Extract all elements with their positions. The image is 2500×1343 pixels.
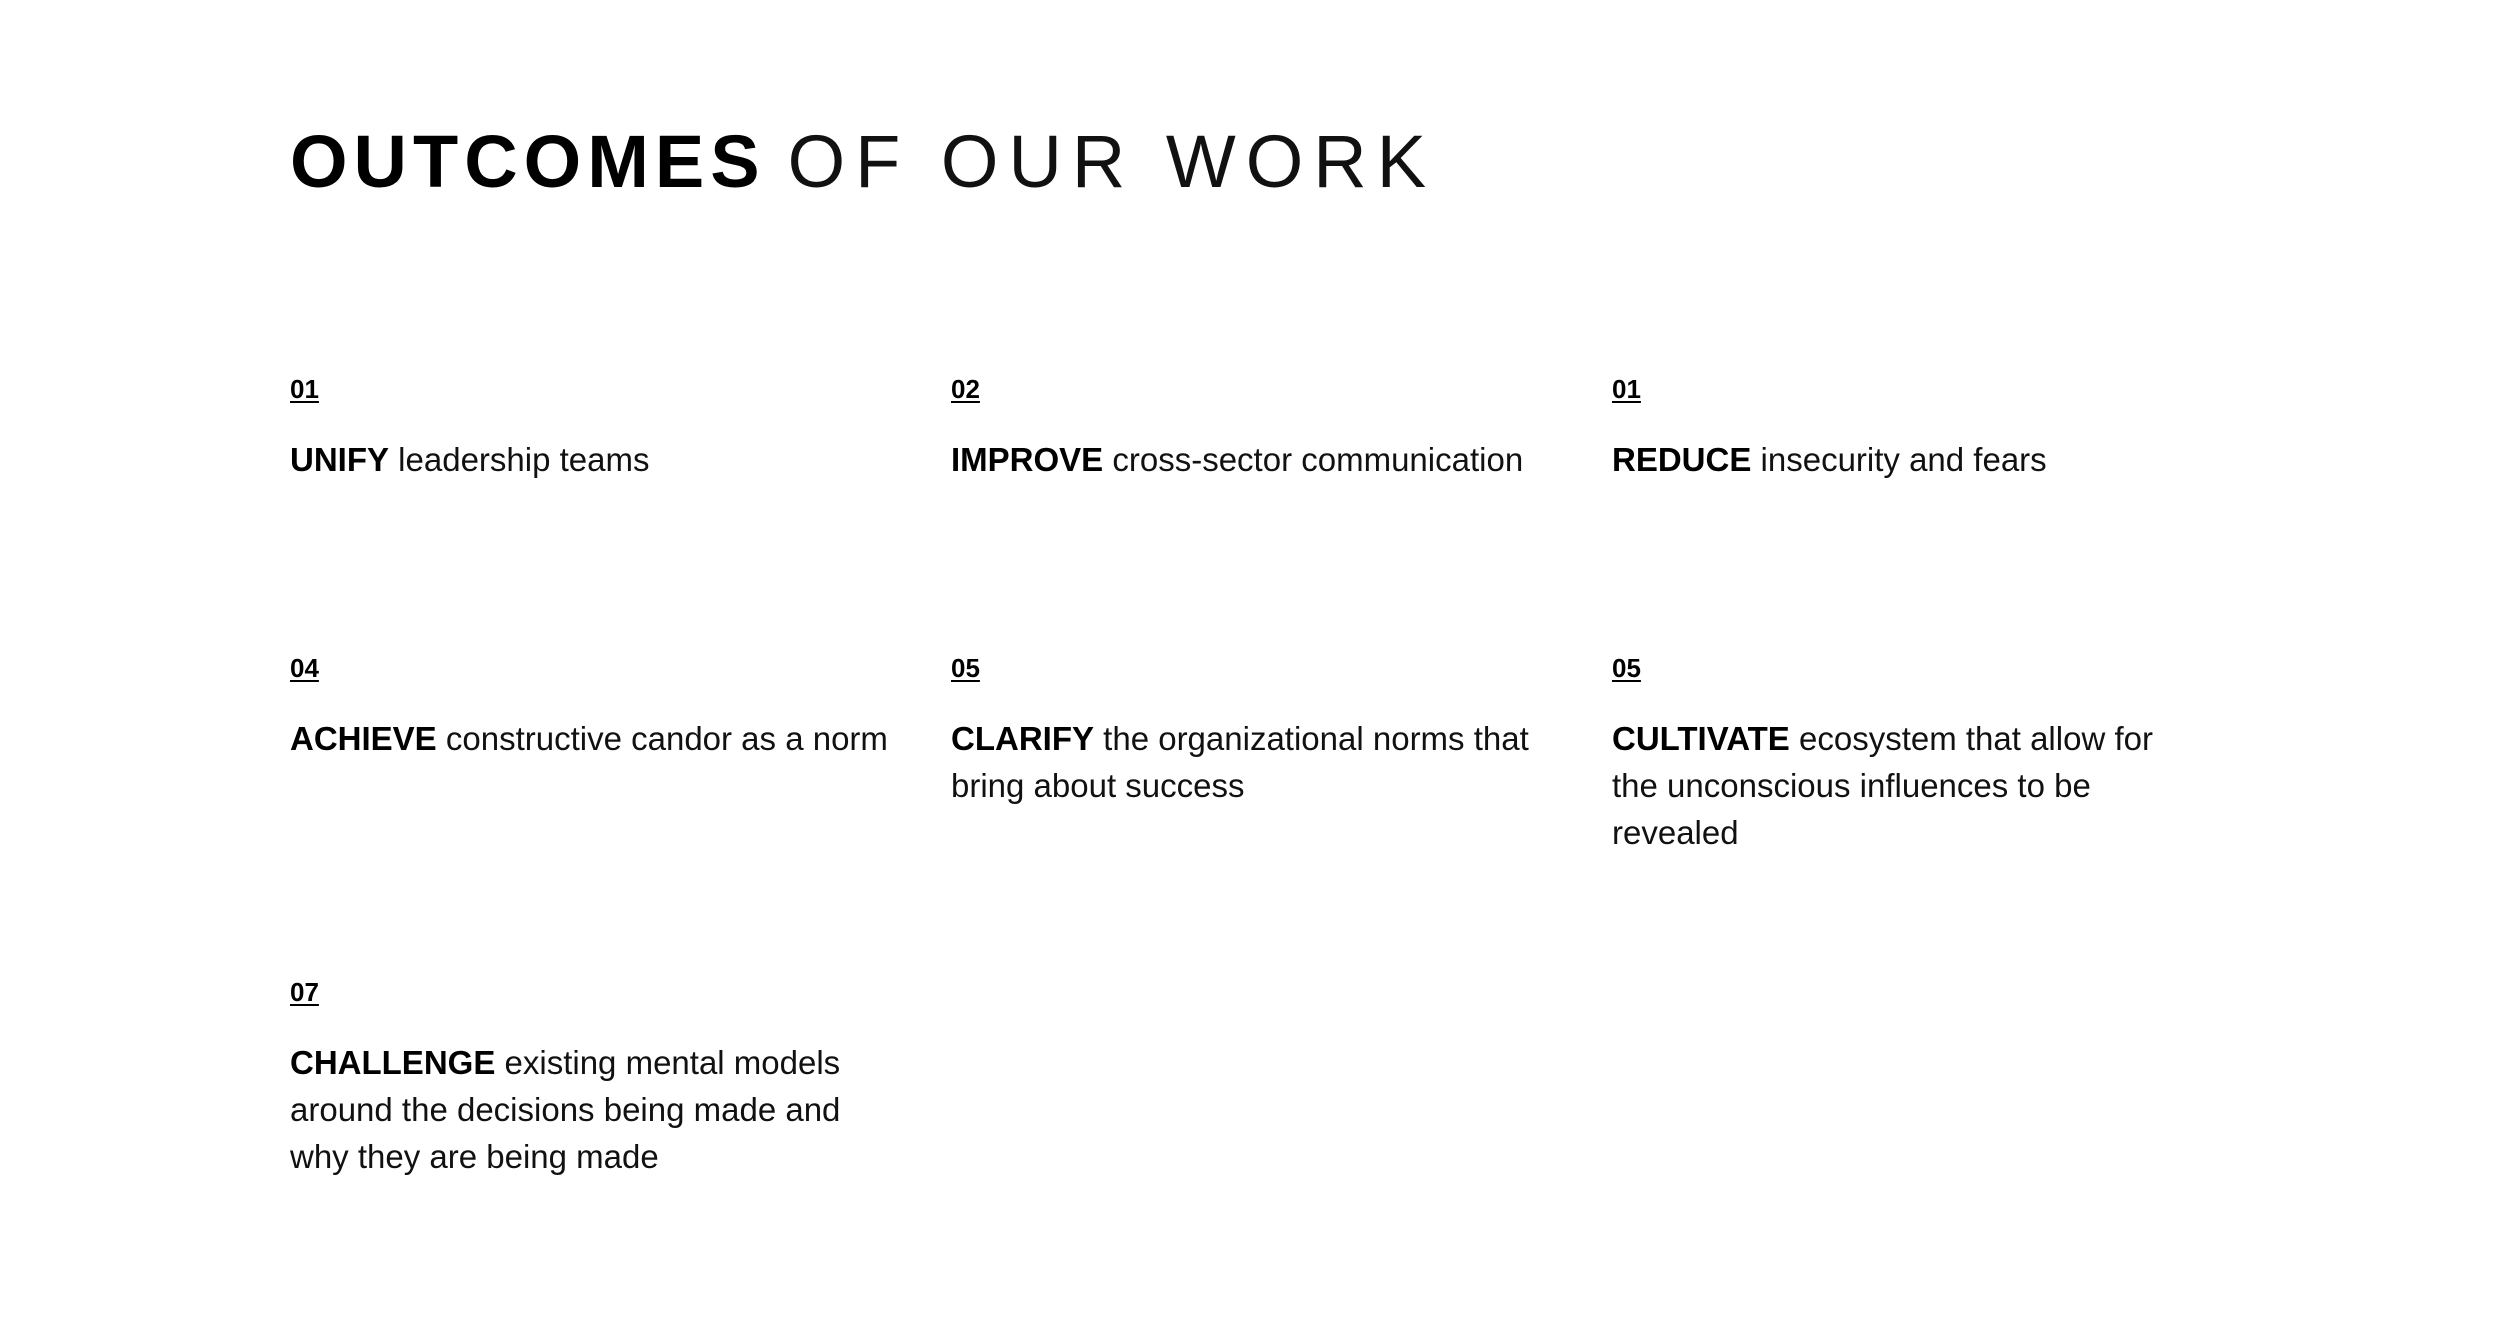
outcome-item-challenge	[290, 977, 870, 1180]
outcome-text	[951, 436, 1551, 483]
outcome-text	[290, 1039, 870, 1180]
outcome-item-reduce	[1612, 374, 2212, 483]
outcome-verb: CHALLENGE	[290, 1044, 496, 1081]
page-title	[290, 118, 1436, 206]
outcome-number: 01	[1612, 374, 1641, 404]
outcome-description: insecurity and fears	[1760, 441, 2047, 478]
outcome-text	[1612, 715, 2192, 856]
outcome-verb: CLARIFY	[951, 720, 1094, 757]
outcome-item-unify	[290, 374, 890, 483]
page-title-light: OF OUR WORK	[787, 120, 1437, 203]
outcome-verb: IMPROVE	[951, 441, 1104, 478]
outcome-description: ecosystem that allow for the unconscious influences to be revealed	[1612, 720, 2153, 851]
outcome-description: the organizational norms that bring about success	[951, 720, 1529, 804]
outcome-description: leadership teams	[398, 441, 650, 478]
outcome-text	[290, 436, 890, 483]
outcome-text	[290, 715, 890, 762]
outcome-item-clarify	[951, 653, 1531, 809]
outcome-verb: ACHIEVE	[290, 720, 437, 757]
outcome-description: cross-sector communication	[1112, 441, 1524, 478]
outcome-text	[1612, 436, 2212, 483]
outcome-number: 05	[1612, 653, 1641, 683]
outcome-item-improve	[951, 374, 1551, 483]
outcome-number: 02	[951, 374, 980, 404]
outcome-number: 05	[951, 653, 980, 683]
page-title-bold: OUTCOMES	[290, 120, 766, 203]
outcome-number: 07	[290, 977, 319, 1007]
outcome-verb: CULTIVATE	[1612, 720, 1790, 757]
outcome-verb: REDUCE	[1612, 441, 1752, 478]
outcome-description: constructive candor as a norm	[445, 720, 888, 757]
outcome-text	[951, 715, 1531, 809]
outcome-verb: UNIFY	[290, 441, 389, 478]
outcome-description: existing mental models around the decisions being made and why they are being made	[290, 1044, 841, 1175]
outcome-item-achieve	[290, 653, 890, 762]
outcome-item-cultivate	[1612, 653, 2192, 856]
outcome-number: 01	[290, 374, 319, 404]
outcome-number: 04	[290, 653, 319, 683]
